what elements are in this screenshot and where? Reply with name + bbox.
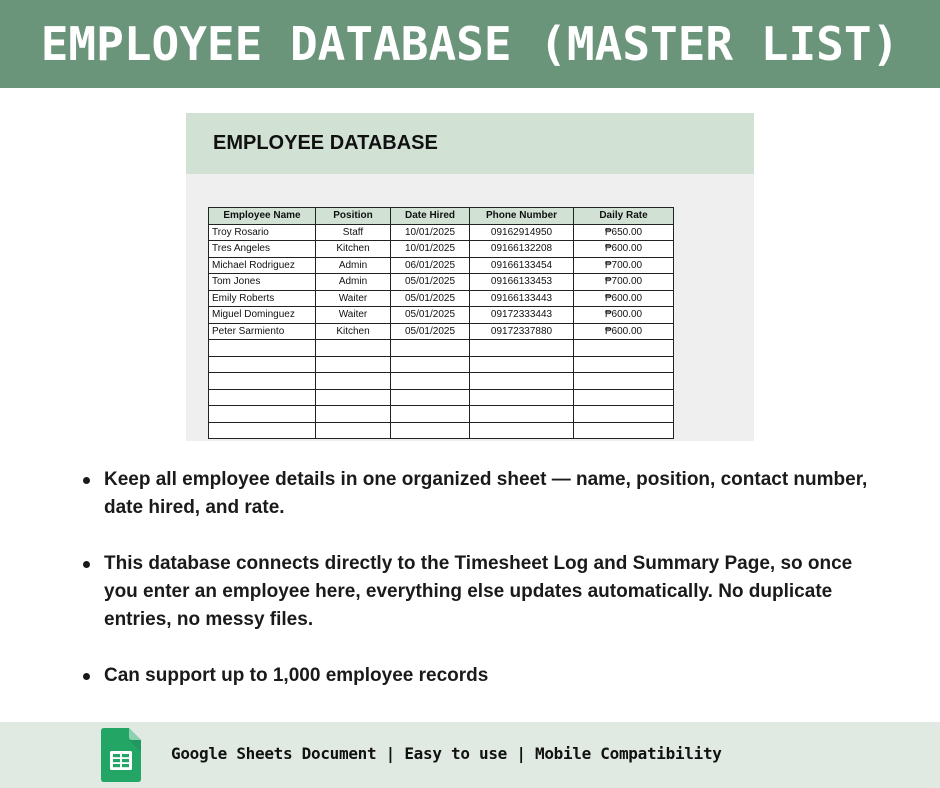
cell-employee-name: Michael Rodriguez bbox=[209, 257, 316, 274]
cell-daily-rate: ₱650.00 bbox=[574, 224, 674, 241]
cell-date-hired: 05/01/2025 bbox=[391, 323, 470, 340]
feature-item: Keep all employee details in one organized sheet — name, position, contact number, date hired, and rate. bbox=[80, 466, 870, 522]
cell-employee-name: Miguel Dominguez bbox=[209, 307, 316, 324]
table-row bbox=[209, 323, 674, 340]
cell-position: Waiter bbox=[316, 290, 391, 307]
table-row bbox=[209, 290, 674, 307]
cell-date-hired: 05/01/2025 bbox=[391, 307, 470, 324]
table-row bbox=[209, 257, 674, 274]
cell-phone-number: 09172337880 bbox=[470, 323, 574, 340]
cell-employee-name: Peter Sarmiento bbox=[209, 323, 316, 340]
cell-daily-rate: ₱600.00 bbox=[574, 307, 674, 324]
cell-position: Staff bbox=[316, 224, 391, 241]
column-header-position: Position bbox=[316, 208, 391, 225]
cell-employee-name: Emily Roberts bbox=[209, 290, 316, 307]
cell-phone-number: 09166133454 bbox=[470, 257, 574, 274]
table-row bbox=[209, 241, 674, 258]
cell-phone-number: 09162914950 bbox=[470, 224, 574, 241]
cell-daily-rate: ₱700.00 bbox=[574, 274, 674, 291]
cell-employee-name: Tom Jones bbox=[209, 274, 316, 291]
cell-date-hired: 05/01/2025 bbox=[391, 274, 470, 291]
banner-title: EMPLOYEE DATABASE (MASTER LIST) bbox=[40, 17, 900, 71]
cell-employee-name: Troy Rosario bbox=[209, 224, 316, 241]
feature-item: Can support up to 1,000 employee records bbox=[80, 662, 870, 690]
table-header-row bbox=[209, 208, 674, 225]
empty-table-row bbox=[209, 373, 674, 390]
table-row bbox=[209, 274, 674, 291]
cell-phone-number: 09172333443 bbox=[470, 307, 574, 324]
preview-title: EMPLOYEE DATABASE bbox=[213, 132, 438, 154]
cell-phone-number: 09166132208 bbox=[470, 241, 574, 258]
footer-text: Google Sheets Document | Easy to use | Mobile Compatibility bbox=[171, 744, 722, 763]
preview-header bbox=[186, 113, 754, 174]
empty-table-row bbox=[209, 340, 674, 357]
empty-table-row bbox=[209, 422, 674, 439]
cell-date-hired: 05/01/2025 bbox=[391, 290, 470, 307]
cell-date-hired: 10/01/2025 bbox=[391, 224, 470, 241]
column-header-employee-name: Employee Name bbox=[209, 208, 316, 225]
cell-daily-rate: ₱700.00 bbox=[574, 257, 674, 274]
cell-phone-number: 09166133443 bbox=[470, 290, 574, 307]
cell-position: Kitchen bbox=[316, 323, 391, 340]
feature-list bbox=[80, 466, 870, 718]
cell-date-hired: 06/01/2025 bbox=[391, 257, 470, 274]
cell-daily-rate: ₱600.00 bbox=[574, 323, 674, 340]
employee-table bbox=[208, 207, 674, 439]
cell-date-hired: 10/01/2025 bbox=[391, 241, 470, 258]
empty-table-row bbox=[209, 406, 674, 423]
cell-position: Admin bbox=[316, 274, 391, 291]
cell-employee-name: Tres Angeles bbox=[209, 241, 316, 258]
column-header-date-hired: Date Hired bbox=[391, 208, 470, 225]
cell-position: Kitchen bbox=[316, 241, 391, 258]
feature-item: This database connects directly to the Timesheet Log and Summary Page, so once you enter an employee here, everything else updates automatically. No duplicate entries, no messy files. bbox=[80, 550, 870, 634]
cell-daily-rate: ₱600.00 bbox=[574, 241, 674, 258]
cell-position: Waiter bbox=[316, 307, 391, 324]
table-row bbox=[209, 307, 674, 324]
cell-daily-rate: ₱600.00 bbox=[574, 290, 674, 307]
column-header-phone-number: Phone Number bbox=[470, 208, 574, 225]
google-sheets-icon bbox=[101, 728, 141, 782]
column-header-daily-rate: Daily Rate bbox=[574, 208, 674, 225]
spreadsheet-preview bbox=[186, 113, 754, 441]
cell-position: Admin bbox=[316, 257, 391, 274]
table-row bbox=[209, 224, 674, 241]
footer-bar bbox=[0, 722, 940, 788]
empty-table-row bbox=[209, 389, 674, 406]
empty-table-row bbox=[209, 356, 674, 373]
title-banner bbox=[0, 0, 940, 88]
cell-phone-number: 09166133453 bbox=[470, 274, 574, 291]
